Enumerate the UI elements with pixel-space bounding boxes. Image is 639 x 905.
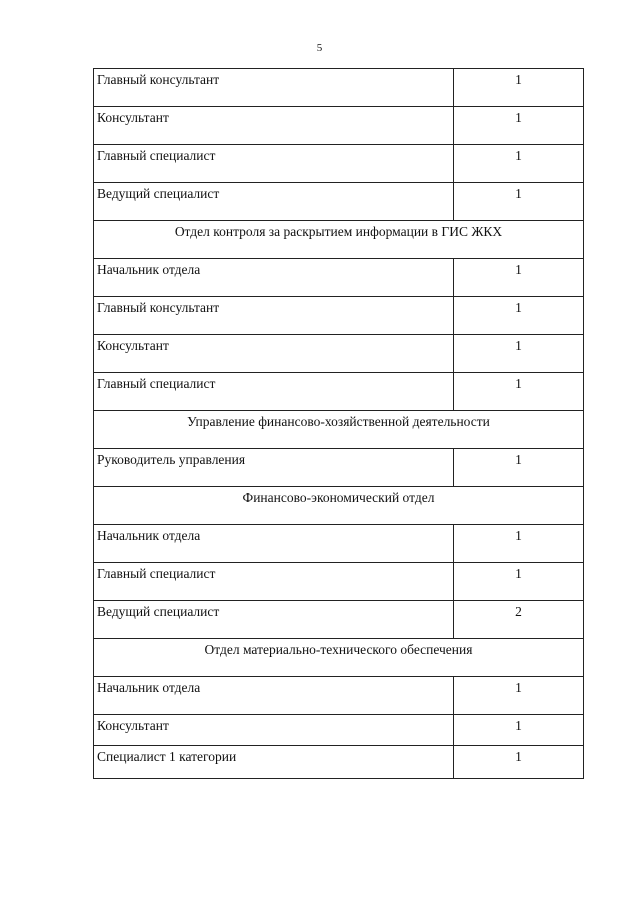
position-count: 1 xyxy=(454,373,584,411)
table-row xyxy=(94,525,584,563)
department-heading-row xyxy=(94,639,584,677)
table-row xyxy=(94,335,584,373)
position-count: 1 xyxy=(454,746,584,779)
table-row xyxy=(94,373,584,411)
position-title: Ведущий специалист xyxy=(94,601,454,639)
position-count: 2 xyxy=(454,601,584,639)
position-title: Начальник отдела xyxy=(94,259,454,297)
table-row xyxy=(94,297,584,335)
position-title: Консультант xyxy=(94,107,454,145)
position-title: Главный специалист xyxy=(94,563,454,601)
table-row xyxy=(94,259,584,297)
department-heading: Отдел материально-технического обеспечения xyxy=(94,639,584,677)
position-title: Ведущий специалист xyxy=(94,183,454,221)
position-count: 1 xyxy=(454,259,584,297)
table-row xyxy=(94,449,584,487)
table-row xyxy=(94,715,584,746)
position-title: Специалист 1 категории xyxy=(94,746,454,779)
position-count: 1 xyxy=(454,183,584,221)
department-heading-row xyxy=(94,411,584,449)
position-title: Главный специалист xyxy=(94,373,454,411)
position-title: Главный специалист xyxy=(94,145,454,183)
position-count: 1 xyxy=(454,449,584,487)
position-title: Начальник отдела xyxy=(94,525,454,563)
page-number: 5 xyxy=(316,42,323,54)
position-count: 1 xyxy=(454,677,584,715)
position-count: 1 xyxy=(454,335,584,373)
department-heading-row xyxy=(94,487,584,525)
position-count: 1 xyxy=(454,297,584,335)
position-count: 1 xyxy=(454,69,584,107)
table-row xyxy=(94,107,584,145)
position-title: Руководитель управления xyxy=(94,449,454,487)
position-title: Главный консультант xyxy=(94,69,454,107)
position-count: 1 xyxy=(454,145,584,183)
table-row xyxy=(94,563,584,601)
staff-table xyxy=(93,68,584,779)
table-row xyxy=(94,601,584,639)
position-count: 1 xyxy=(454,107,584,145)
table-row xyxy=(94,69,584,107)
position-count: 1 xyxy=(454,563,584,601)
department-heading-row xyxy=(94,221,584,259)
table-row xyxy=(94,677,584,715)
table-row xyxy=(94,145,584,183)
position-title: Консультант xyxy=(94,335,454,373)
position-title: Начальник отдела xyxy=(94,677,454,715)
position-count: 1 xyxy=(454,715,584,746)
department-heading: Финансово-экономический отдел xyxy=(94,487,584,525)
position-title: Консультант xyxy=(94,715,454,746)
table-row xyxy=(94,746,584,779)
position-count: 1 xyxy=(454,525,584,563)
department-heading: Управление финансово-хозяйственной деятельности xyxy=(94,411,584,449)
position-title: Главный консультант xyxy=(94,297,454,335)
table-row xyxy=(94,183,584,221)
department-heading: Отдел контроля за раскрытием информации в ГИС ЖКХ xyxy=(94,221,584,259)
